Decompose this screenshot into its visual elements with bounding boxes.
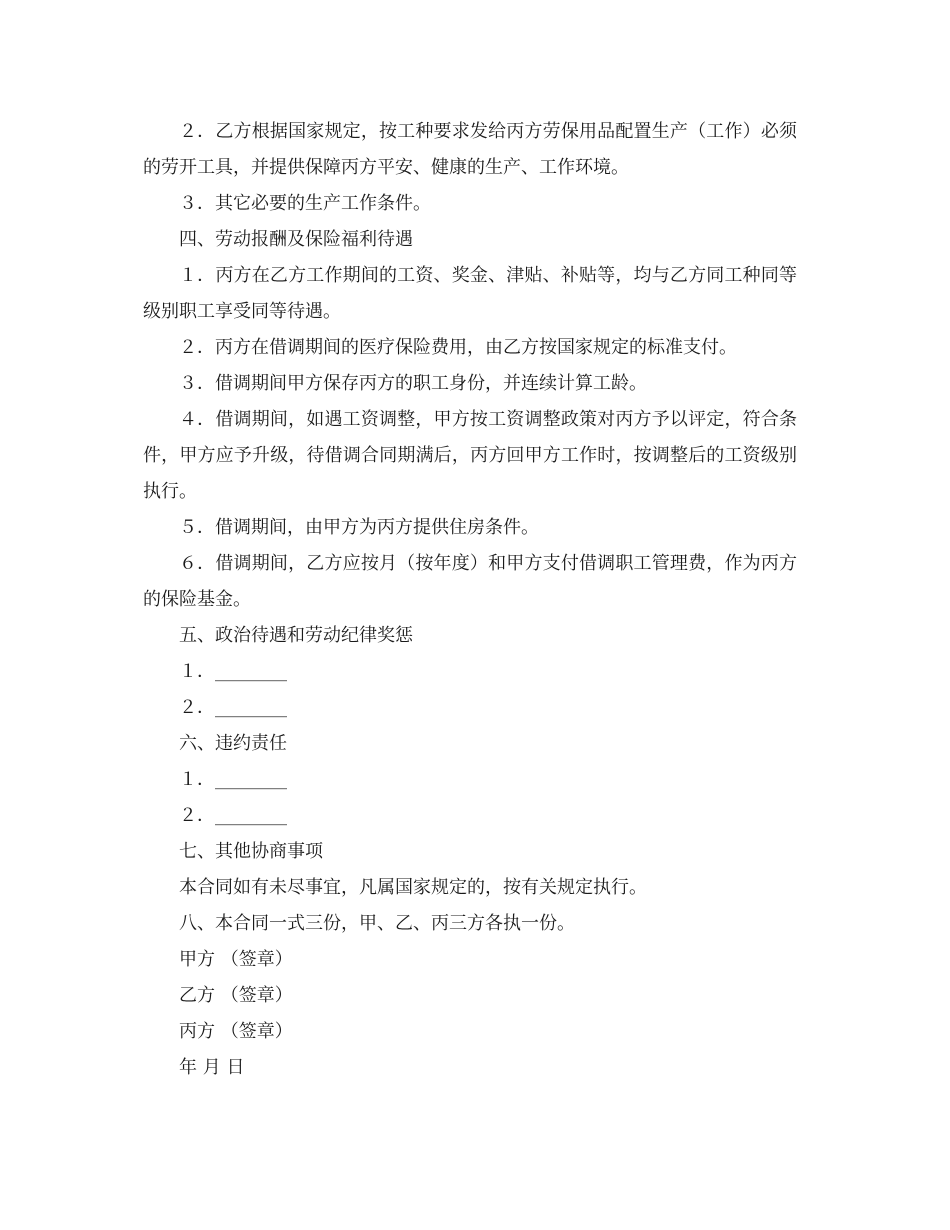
- section-8-heading: 八、本合同一式三份，甲、乙、丙三方各执一份。: [179, 913, 575, 934]
- party-b-signature: 乙方 （签章）: [179, 985, 293, 1006]
- signing-date: 年 月 日: [179, 1057, 245, 1078]
- clause-5-item-2-blank: ２．________: [179, 697, 287, 718]
- clause-4-item-1: １．丙方在乙方工作期间的工资、奖金、津贴、补贴等，均与乙方同工种同等级别职工享受同等待遇。: [143, 265, 797, 322]
- clause-7-text: 本合同如有未尽事宜，凡属国家规定的，按有关规定执行。: [179, 877, 647, 898]
- clause-3-item-3: ３．其它必要的生产工作条件。: [179, 193, 431, 214]
- clause-4-item-2: ２．丙方在借调期间的医疗保险费用，由乙方按国家规定的标准支付。: [179, 337, 737, 358]
- clause-5-item-1-blank: １．________: [179, 661, 287, 682]
- party-a-signature: 甲方 （签章）: [179, 949, 293, 970]
- clause-4-item-5: ５．借调期间，由甲方为丙方提供住房条件。: [179, 517, 539, 538]
- section-7-heading: 七、其他协商事项: [179, 841, 323, 862]
- section-5-heading: 五、政治待遇和劳动纪律奖惩: [179, 625, 413, 646]
- section-4-heading: 四、劳动报酬及保险福利待遇: [179, 229, 413, 250]
- clause-4-item-3: ３．借调期间甲方保存丙方的职工身份，并连续计算工龄。: [179, 373, 647, 394]
- clause-3-item-2: ２．乙方根据国家规定，按工种要求发给丙方劳保用品配置生产（工作）必须的劳开工具，并提供保障丙方平安、健康的生产、工作环境。: [143, 121, 797, 178]
- section-6-heading: 六、违约责任: [179, 733, 287, 754]
- clause-4-item-6: ６．借调期间，乙方应按月（按年度）和甲方支付借调职工管理费，作为丙方的保险基金。: [143, 553, 797, 610]
- clause-4-item-4: ４．借调期间，如遇工资调整，甲方按工资调整政策对丙方予以评定，符合条件，甲方应予升级，待借调合同期满后，丙方回甲方工作时，按调整后的工资级别执行。: [143, 409, 797, 502]
- clause-6-item-1-blank: １．________: [179, 769, 287, 790]
- document-body: [143, 114, 797, 1086]
- clause-6-item-2-blank: ２．________: [179, 805, 287, 826]
- party-c-signature: 丙方 （签章）: [179, 1021, 293, 1042]
